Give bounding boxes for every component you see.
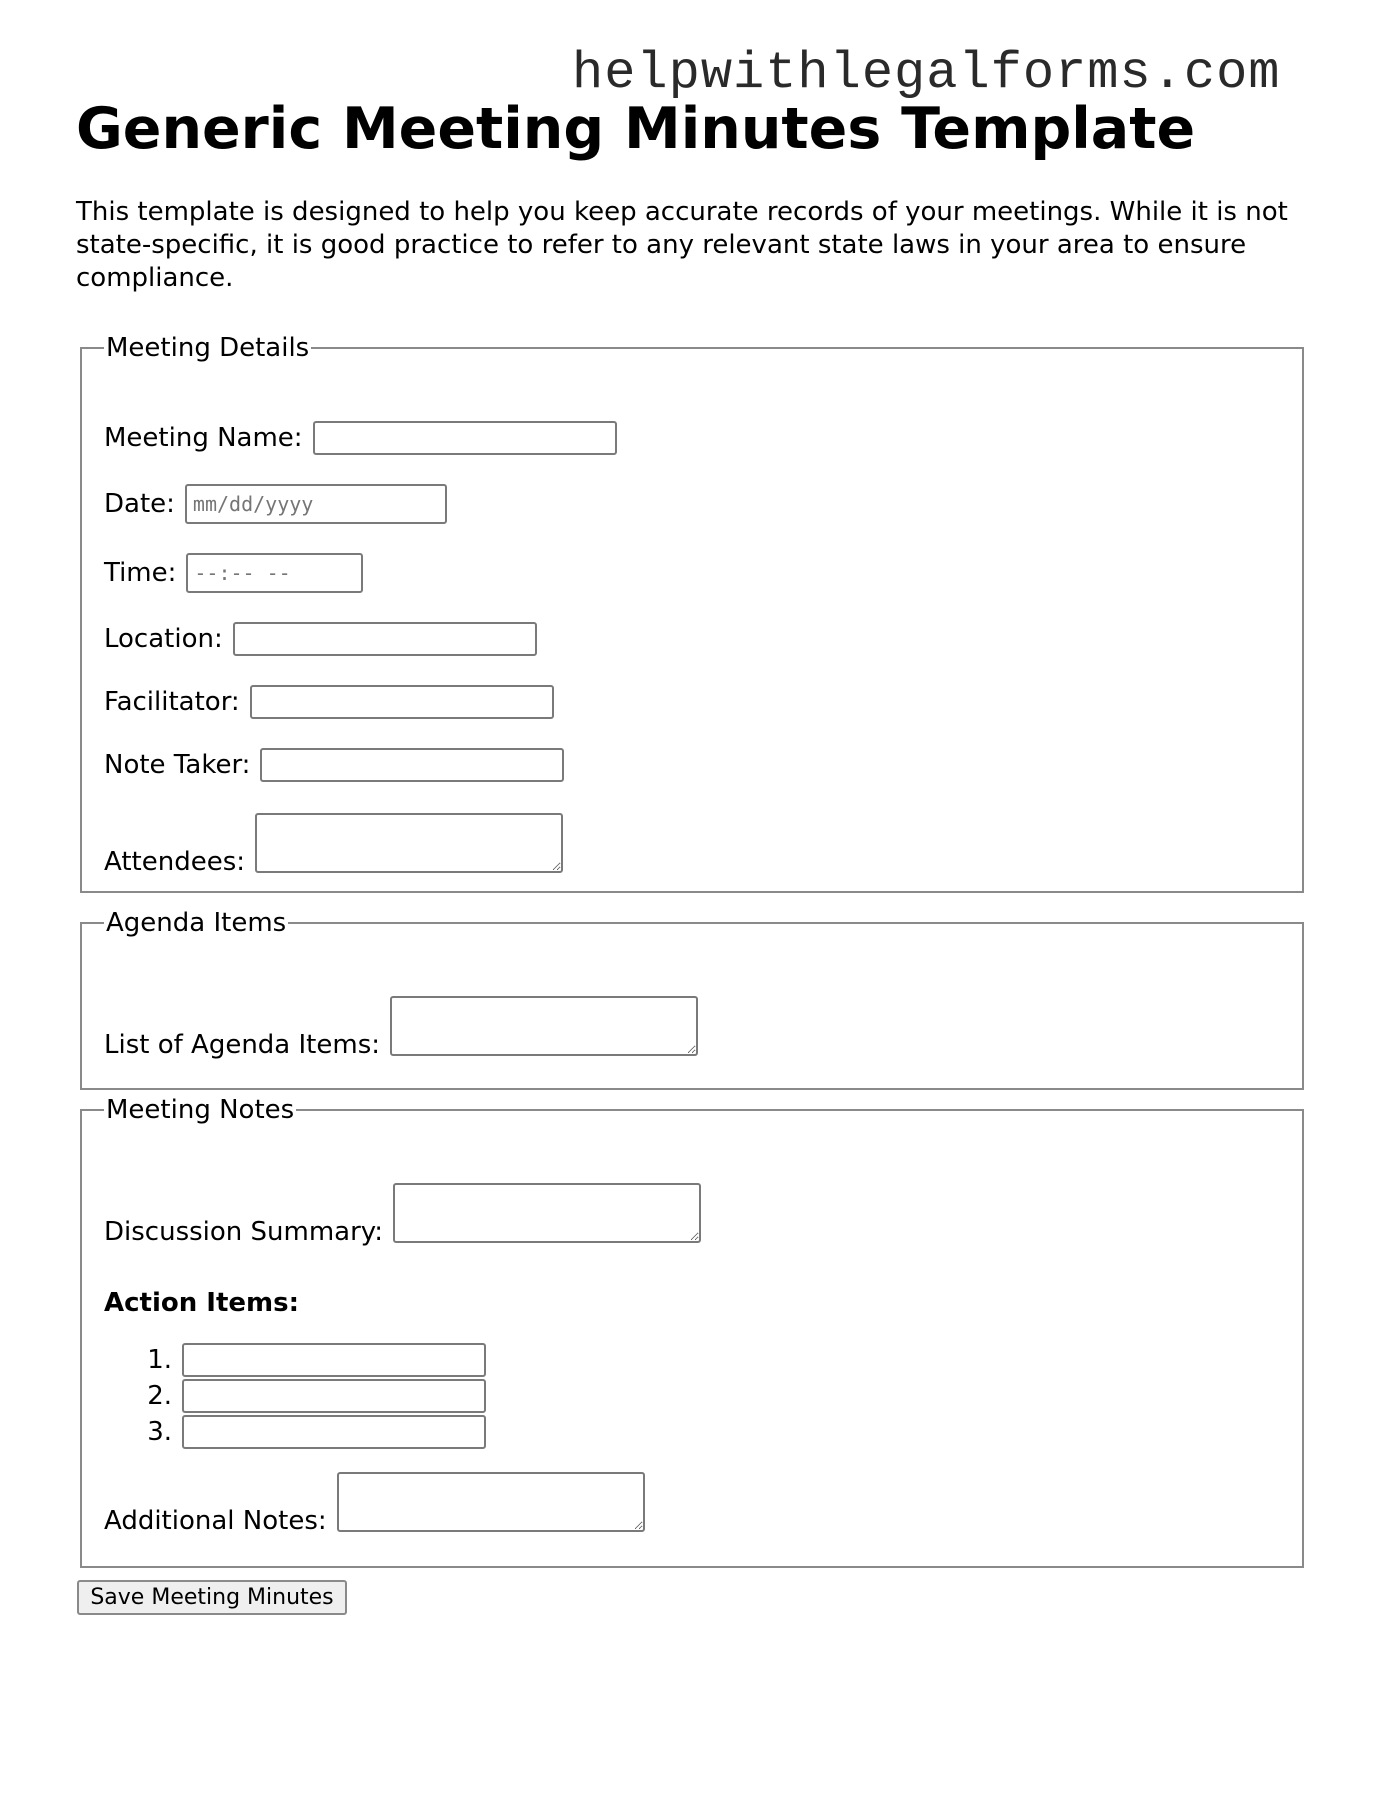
meeting-notes-fieldset [80,1095,1304,1568]
action-item-row-2 [140,1379,486,1413]
facilitator-label: Facilitator: [104,687,240,717]
meeting-details-legend: Meeting Details [106,333,310,363]
action-item-input-1[interactable] [182,1343,486,1377]
attendees-label: Attendees: [104,847,245,877]
meeting-details-fieldset [80,333,1304,893]
date-row [104,484,447,524]
agenda-list-textarea[interactable] [390,996,698,1056]
attendees-textarea[interactable] [255,813,563,873]
action-item-input-3[interactable] [182,1415,486,1449]
additional-notes-textarea[interactable] [337,1472,645,1532]
discussion-label: Discussion Summary: [104,1217,384,1247]
meeting-name-row [104,421,617,455]
action-item-row-3 [140,1415,486,1449]
discussion-textarea[interactable] [393,1183,701,1243]
agenda-items-legend: Agenda Items [106,908,287,938]
note-taker-label: Note Taker: [104,750,251,780]
action-items-heading: Action Items: [104,1288,299,1318]
action-item-number: 1. [147,1345,172,1375]
time-label: Time: [104,558,177,588]
facilitator-input[interactable] [250,685,554,719]
location-input[interactable] [233,622,537,656]
agenda-list-label: List of Agenda Items: [104,1030,380,1060]
action-item-row-1 [140,1343,486,1377]
discussion-row [104,1183,701,1247]
site-watermark: helpwithlegalforms.com [572,44,1281,103]
note-taker-row [104,748,564,782]
time-input[interactable] [186,553,363,593]
date-label: Date: [104,489,175,519]
intro-text: This template is designed to help you keep accurate records of your meetings. While it is not state-specific, it is good practice to refer to any relevant state laws in your area to ensure compliance. [76,197,1288,293]
save-minutes-button[interactable]: Save Meeting Minutes [77,1580,347,1615]
agenda-list-row [104,996,698,1060]
meeting-name-label: Meeting Name: [104,423,303,453]
location-row [104,622,537,656]
location-label: Location: [104,624,223,654]
meeting-notes-legend: Meeting Notes [106,1095,295,1125]
action-item-number: 2. [147,1381,172,1411]
action-item-input-2[interactable] [182,1379,486,1413]
date-input[interactable] [185,484,447,524]
page-title: Generic Meeting Minutes Template [76,96,1196,162]
agenda-items-fieldset [80,908,1304,1090]
action-item-number: 3. [147,1417,172,1447]
attendees-row [104,813,563,877]
additional-notes-row [104,1472,645,1536]
additional-notes-label: Additional Notes: [104,1506,327,1536]
time-row [104,553,363,593]
meeting-name-input[interactable] [313,421,617,455]
facilitator-row [104,685,554,719]
note-taker-input[interactable] [260,748,564,782]
